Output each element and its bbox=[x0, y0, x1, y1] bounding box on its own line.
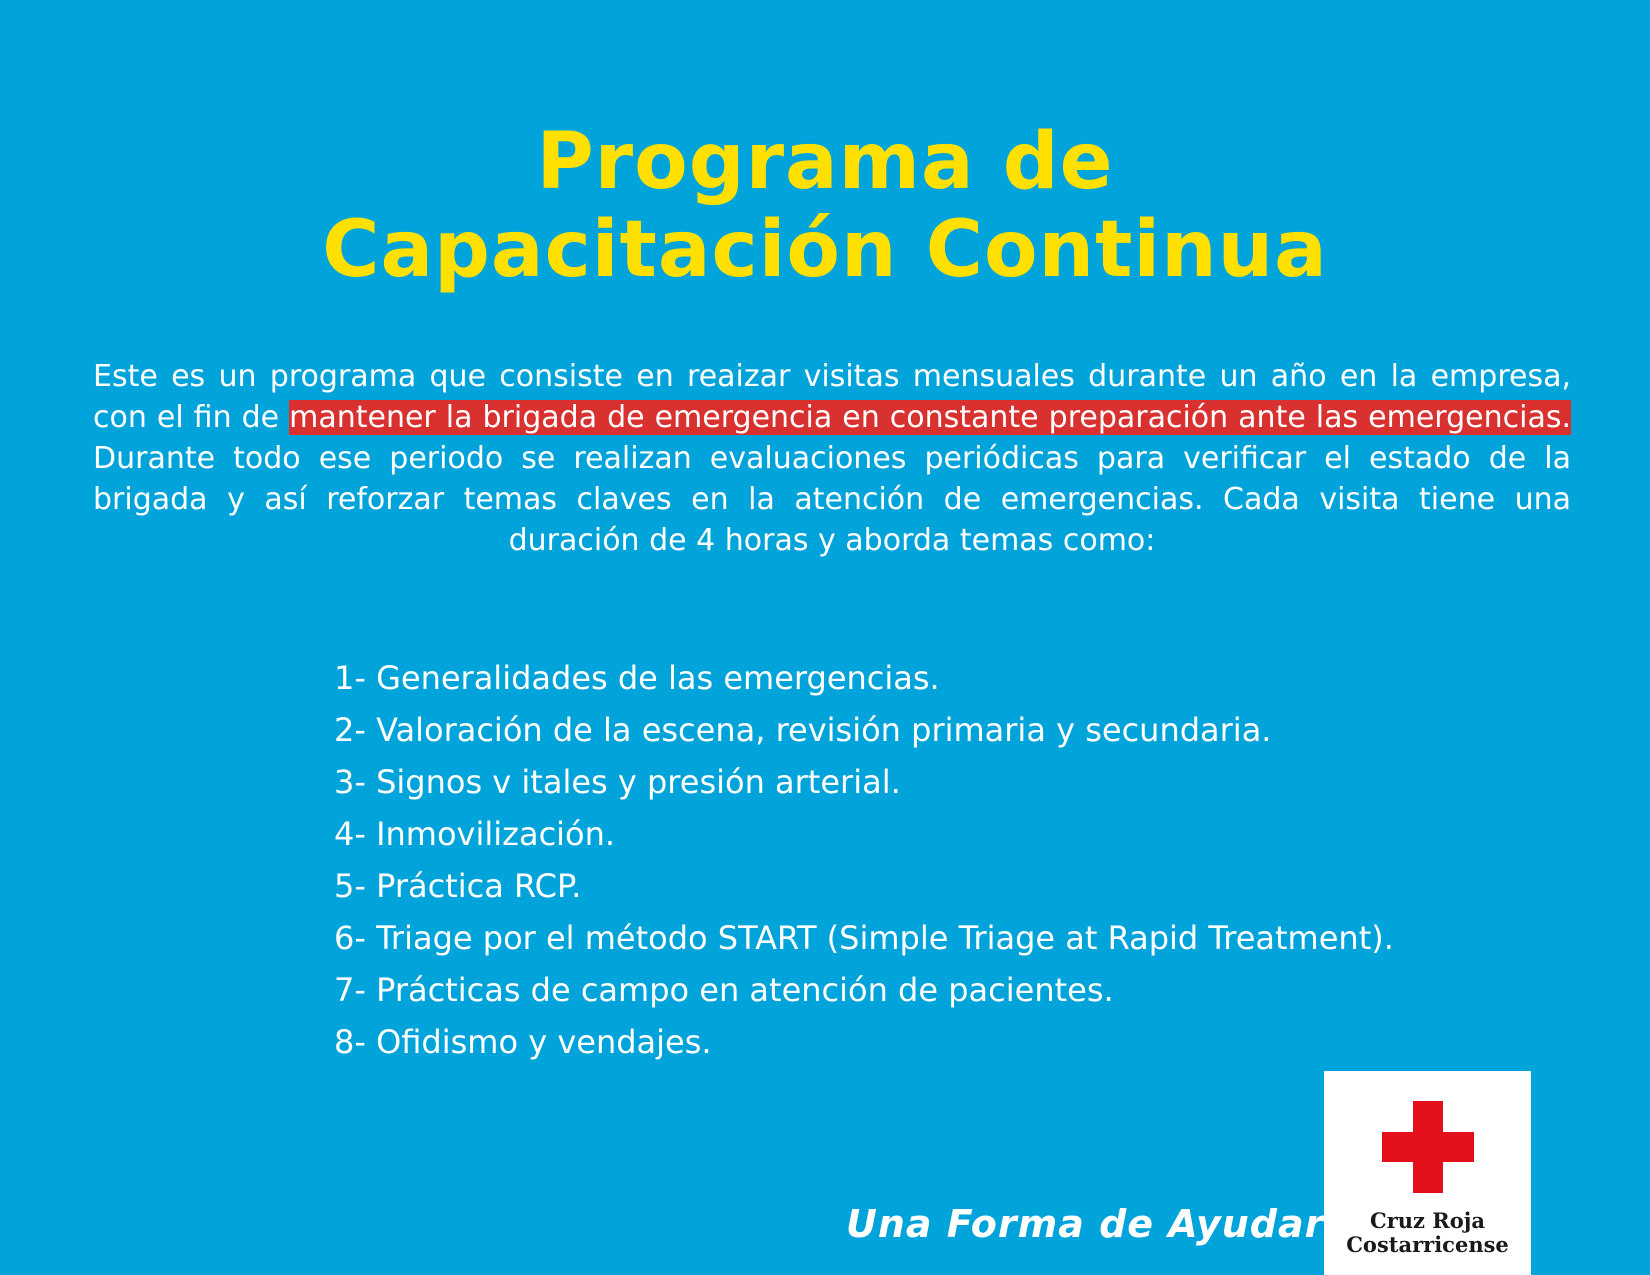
intro-text-start: Este es un programa que consiste en reaizar visitas mensuales durante un año en la empresa, con el fin de bbox=[93, 359, 1571, 435]
topics-list bbox=[334, 652, 1394, 1068]
list-item: 3- Signos v itales y presión arterial. bbox=[334, 763, 901, 801]
list-item: 4- Inmovilización. bbox=[334, 815, 616, 853]
intro-highlight: mantener la brigada de emergencia en constante preparación ante las emergencias. bbox=[289, 400, 1572, 435]
cruz-roja-logo bbox=[1324, 1071, 1531, 1275]
logo-text bbox=[1324, 1209, 1531, 1257]
title-line-2: Capacitación Continua bbox=[322, 205, 1328, 295]
slogan: Una Forma de Ayudar bbox=[846, 1202, 1325, 1246]
title-line-1: Programa de bbox=[536, 117, 1114, 207]
list-item: 7- Prácticas de campo en atención de pacientes. bbox=[334, 971, 1114, 1009]
cross-horizontal-bar bbox=[1382, 1132, 1474, 1162]
list-item: 1- Generalidades de las emergencias. bbox=[334, 659, 940, 697]
logo-line-1: Cruz Roja bbox=[1370, 1208, 1485, 1233]
intro-paragraph bbox=[93, 356, 1571, 561]
intro-text-end: Durante todo ese periodo se realizan evaluaciones periódicas para verificar el estado de la brigada y así reforzar temas claves en la atención de emergencias. Cada visita tiene una duración de 4 horas y aborda temas como: bbox=[93, 441, 1571, 558]
list-item: 2- Valoración de la escena, revisión primaria y secundaria. bbox=[334, 711, 1272, 749]
list-item: 8- Ofidismo y vendajes. bbox=[334, 1023, 712, 1061]
list-item: 6- Triage por el método START (Simple Triage at Rapid Treatment). bbox=[334, 919, 1394, 957]
list-item: 5- Práctica RCP. bbox=[334, 867, 582, 905]
page-title bbox=[0, 118, 1650, 294]
red-cross-icon bbox=[1382, 1101, 1474, 1193]
logo-line-2: Costarricense bbox=[1346, 1232, 1509, 1257]
